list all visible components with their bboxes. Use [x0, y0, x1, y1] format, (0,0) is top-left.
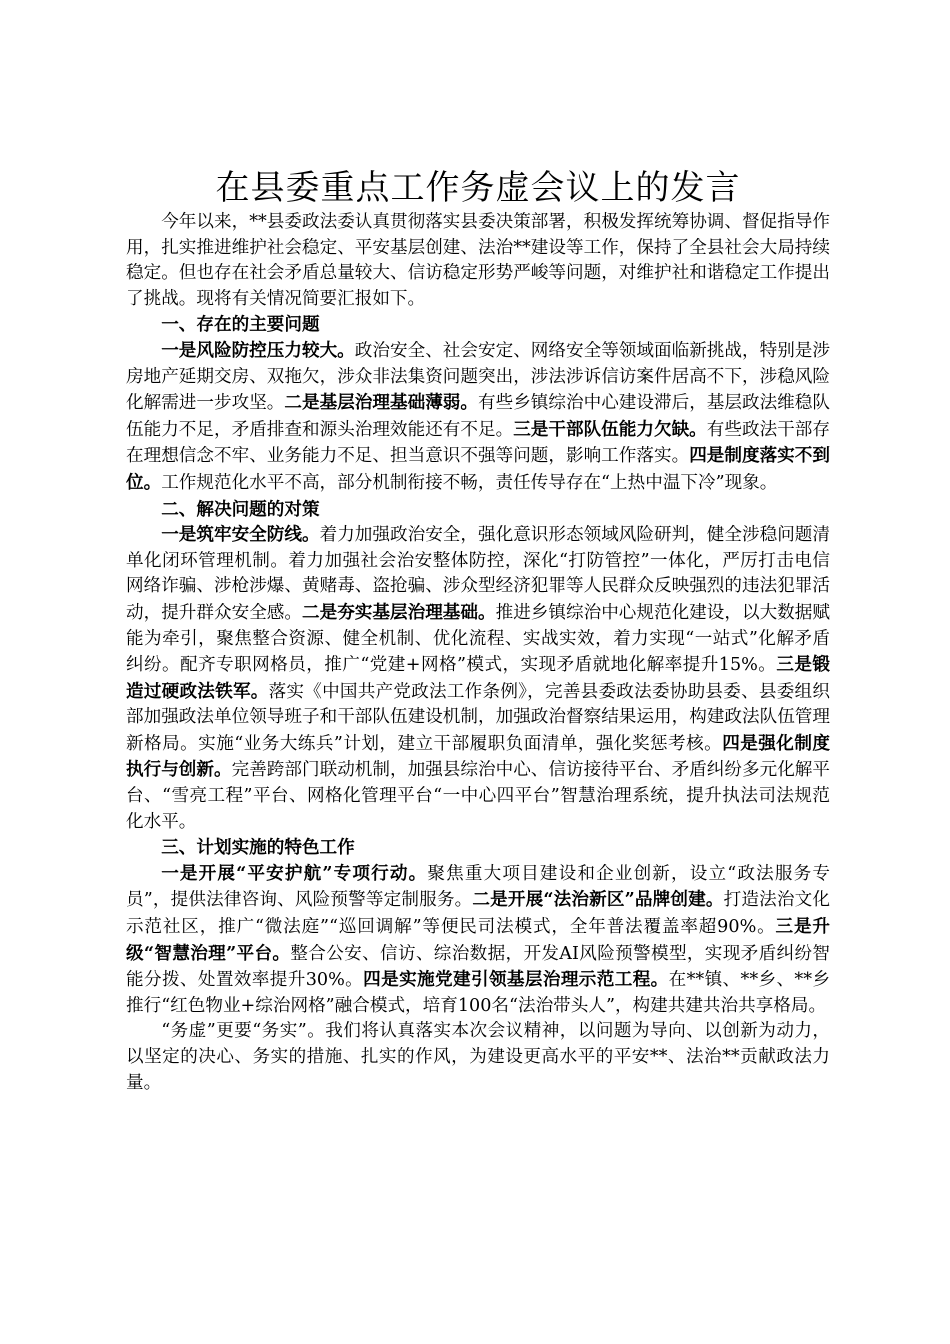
section2-paragraph [126, 522, 830, 835]
section1-item4-text: 工作规范化水平不高，部分机制衔接不畅，责任传导存在“上热中温下冷”现象。 [161, 472, 778, 493]
closing-paragraph: “务虚”更要“务实”。我们将认真落实本次会议精神，以问题为导向、以创新为动力，以坚定的决心、务实的措施、扎实的作风，为建设更高水平的平安**、法治**贡献政法力量。 [126, 1021, 830, 1093]
section3-heading: 三、计划实施的特色工作 [161, 837, 355, 859]
section2-item2-text: 推进乡镇综治中心规范化建设，以大数据赋能为牵引，聚焦整合资源、健全机制、优化流程、实战实效，着力实现“一站式”化解矛盾纠纷。配齐专职网格员，推广“党建+网格”模式，实现矛盾就地化解率提升15%。 [126, 602, 830, 676]
section3-item2-lead: 二是开展“法治新区”品牌创建。 [472, 889, 724, 911]
section2-item1-lead: 一是筑牢安全防线。 [161, 524, 320, 546]
section3-item2-text: 打造法治文化示范社区，推广“微法庭”“巡回调解”等便民司法模式，全年普法覆盖率超90%。 [126, 890, 830, 938]
section2-item4-lead: 四是强化制度执行与创新。 [126, 732, 830, 781]
section2-item1-text: 着力加强政治安全，强化意识形态领域风险研判，健全涉稳问题清单化闭环管理机制。着力加强社会治安整体防控，深化“打防管控”一体化，严厉打击电信网络诈骗、涉枪涉爆、黄赌毒、盗抢骗、涉众型经济犯罪等人民群众反映强烈的违法犯罪活动，提升群众安全感。 [126, 525, 830, 623]
section1-heading: 一、存在的主要问题 [161, 314, 320, 336]
section2-item3-lead: 三是锻造过硬政法铁军。 [126, 654, 830, 702]
document-page [126, 168, 830, 1096]
section2-heading: 二、解决问题的对策 [161, 498, 320, 520]
section1-item1-lead: 一是风险防控压力较大。 [161, 339, 355, 361]
intro-paragraph: 今年以来，**县委政法委认真贯彻落实县委决策部署，积极发挥统筹协调、督促指导作用，扎实推进维护社会稳定、平安基层创建、法治**建设等工作，保持了全县社会大局持续稳定。但也存在社会矛盾总量较大、信访稳定形势严峻等问题，对维护社和谐稳定工作提出了挑战。现将有关情况简要汇报如下。 [126, 212, 830, 309]
section3-item3-text: 整合公安、信访、综治数据，开发AI风险预警模型，实现矛盾纠纷智能分拨、处置效率提升30%。 [126, 943, 830, 991]
section3-item4-text: 在**镇、**乡、**乡推行“红色物业+综治网格”融合模式，培育100名“法治带头人”，构建共建共治共享格局。 [126, 970, 830, 1016]
section3-item4-lead: 四是实施党建引领基层治理示范工程。 [363, 969, 669, 991]
section1-item3-lead: 三是干部队伍能力欠缺。 [513, 418, 707, 440]
section2-item4-text: 完善跨部门联动机制，加强县综治中心、信访接待平台、矛盾纠纷多元化解平台、“雪亮工程”平台、网格化管理平台“一中心四平台”智慧治理系统，提升执法司法规范化水平。 [126, 760, 830, 832]
section1-item2-text: 有些乡镇综治中心建设滞后，基层政法维稳队伍能力不足，矛盾排查和源头治理效能还有不足。 [126, 393, 830, 440]
section2-item2-lead: 二是夯实基层治理基础。 [302, 601, 496, 623]
section1-paragraph [126, 338, 830, 497]
section1-item3-text: 有些政法干部存在理想信念不牢、业务能力不足、担当意识不强等问题，影响工作落实。 [126, 419, 830, 467]
section3-item1-lead: 一是开展“平安护航”专项行动。 [161, 862, 428, 884]
section1-item1-text: 政治安全、社会安定、网络安全等领域面临新挑战，特别是涉房地产延期交房、双拖欠，涉众非法集资问题突出，涉法涉诉信访案件居高不下，涉稳风险化解需进一步攻坚。 [126, 340, 830, 414]
document-title: 在县委重点工作务虚会议上的发言 [215, 168, 741, 208]
section2-item3-text: 落实《中国共产党政法工作条例》，完善县委政法委协助县委、县委组织部加强政法单位领导班子和干部队伍建设机制，加强政治督察结果运用，构建政法队伍管理新格局。实施“业务大练兵”计划，建立干部履职负面清单，强化奖惩考核。 [126, 681, 830, 754]
section3-item1-text: 聚焦重大项目建设和企业创新，设立“政法服务专员”，提供法律咨询、风险预警等定制服务。 [126, 863, 830, 911]
section3-item3-lead: 三是升级“智慧治理”平台。 [126, 916, 830, 964]
section3-paragraph [126, 861, 830, 1020]
section1-item2-lead: 二是基层治理基础薄弱。 [284, 392, 478, 414]
section1-item4-lead: 四是制度落实不到位。 [126, 445, 830, 493]
